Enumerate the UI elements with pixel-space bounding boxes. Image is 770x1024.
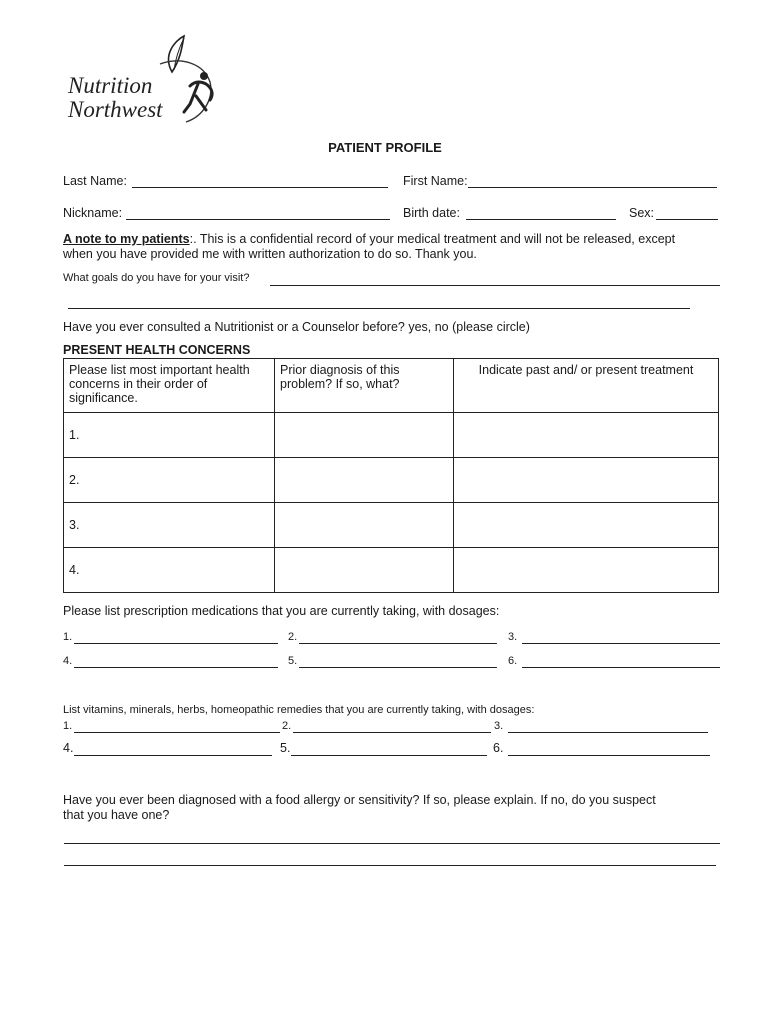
vit-5-label: 5. <box>280 741 291 755</box>
note-line1 <box>63 232 675 246</box>
table-row-2-treatment[interactable] <box>454 458 719 503</box>
col-header-diagnosis: Prior diagnosis of this problem? If so, what? <box>275 359 454 413</box>
vit-3-label: 3. <box>494 720 504 732</box>
col-header-concerns: Please list most important health concerns in their order of significance. <box>64 359 275 413</box>
rx-4-label: 4. <box>63 655 73 667</box>
table-row-1-diagnosis[interactable] <box>275 413 454 458</box>
goals-label: What goals do you have for your visit? <box>63 272 250 284</box>
page-title: PATIENT PROFILE <box>328 140 442 155</box>
note-text1: :. This is a confidential record of your medical treatment and will not be released, except <box>189 232 676 246</box>
table-row-3-diagnosis[interactable] <box>275 503 454 548</box>
goals-field-2[interactable] <box>68 308 690 309</box>
logo-line1: Nutrition <box>68 73 153 98</box>
rx-3-label: 3. <box>508 631 518 643</box>
consulted-question: Have you ever consulted a Nutritionist or a Counselor before? yes, no (please circle) <box>63 320 530 334</box>
vit-6-label: 6. <box>493 741 504 755</box>
table-row-4-diagnosis[interactable] <box>275 548 454 593</box>
table-row-1-label[interactable]: 1. <box>64 413 275 458</box>
table-row-2-label[interactable]: 2. <box>64 458 275 503</box>
logo-line2: Northwest <box>68 97 163 122</box>
col-header-treatment: Indicate past and/ or present treatment <box>454 359 719 413</box>
vit-3-field[interactable] <box>508 732 708 733</box>
rx-5-field[interactable] <box>299 667 497 668</box>
table-row-3-treatment[interactable] <box>454 503 719 548</box>
rx-1-field[interactable] <box>74 643 278 644</box>
note-heading: A note to my patients <box>63 232 190 246</box>
rx-4-field[interactable] <box>74 667 278 668</box>
present-health-heading: PRESENT HEALTH CONCERNS <box>63 343 251 357</box>
rx-1-label: 1. <box>63 631 73 643</box>
allergy-field-2[interactable] <box>64 865 716 866</box>
table-row-3-label[interactable]: 3. <box>64 503 275 548</box>
nickname-field[interactable] <box>126 219 390 220</box>
allergy-question-line1: Have you ever been diagnosed with a food allergy or sensitivity? If so, please explain. If no, do you suspect <box>63 793 656 807</box>
vit-6-field[interactable] <box>508 755 710 756</box>
rx-5-label: 5. <box>288 655 298 667</box>
birth-date-field[interactable] <box>466 219 616 220</box>
rx-6-label: 6. <box>508 655 518 667</box>
birth-date-label: Birth date: <box>403 206 460 220</box>
allergy-field-1[interactable] <box>64 843 720 844</box>
table-row-2-diagnosis[interactable] <box>275 458 454 503</box>
vit-2-label: 2. <box>282 720 292 732</box>
vit-2-field[interactable] <box>293 732 491 733</box>
vit-5-field[interactable] <box>291 755 487 756</box>
table-row-4-treatment[interactable] <box>454 548 719 593</box>
rx-6-field[interactable] <box>522 667 720 668</box>
vit-4-label: 4. <box>63 741 74 755</box>
sex-field[interactable] <box>656 219 718 220</box>
first-name-field[interactable] <box>468 187 717 188</box>
goals-field[interactable] <box>270 285 720 286</box>
first-name-label: First Name: <box>403 174 468 188</box>
last-name-label: Last Name: <box>63 174 127 188</box>
logo <box>64 34 224 126</box>
last-name-field[interactable] <box>132 187 388 188</box>
prescriptions-label: Please list prescription medications that you are currently taking, with dosages: <box>63 604 500 618</box>
nickname-label: Nickname: <box>63 206 123 220</box>
vit-4-field[interactable] <box>74 755 272 756</box>
apple-leaf-icon <box>154 34 224 126</box>
vit-1-field[interactable] <box>74 732 280 733</box>
vitamins-label: List vitamins, minerals, herbs, homeopathic remedies that you are currently taking, with dosages: <box>63 704 535 716</box>
table-row-1-treatment[interactable] <box>454 413 719 458</box>
health-concerns-table <box>63 358 719 593</box>
rx-3-field[interactable] <box>522 643 720 644</box>
rx-2-label: 2. <box>288 631 298 643</box>
rx-2-field[interactable] <box>299 643 497 644</box>
table-row-4-label[interactable]: 4. <box>64 548 275 593</box>
allergy-question-line2: that you have one? <box>63 808 170 822</box>
vit-1-label: 1. <box>63 720 73 732</box>
note-text2: when you have provided me with written authorization to do so. Thank you. <box>63 247 477 261</box>
sex-label: Sex: <box>629 206 655 220</box>
